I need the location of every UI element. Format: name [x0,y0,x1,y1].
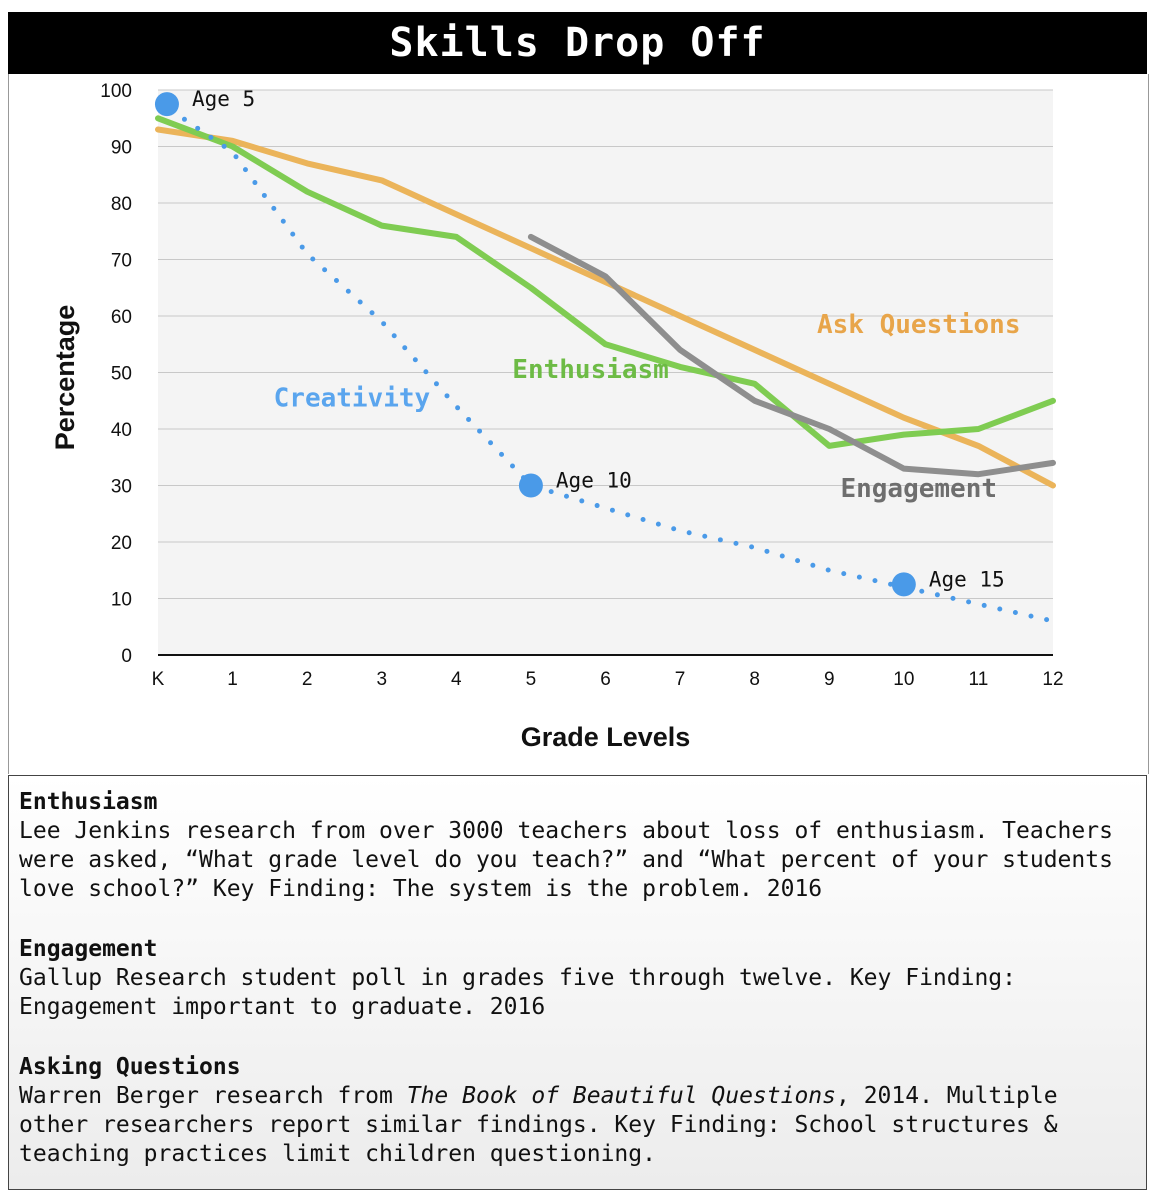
age-marker-label: Age 10 [555,468,632,493]
line-chart [8,74,1149,774]
note-heading: Enthusiasm [19,789,158,815]
age-marker [892,572,916,596]
x-tick-label: 7 [674,669,686,690]
notes-panel [8,775,1147,1190]
book-title: The Book of Beautiful Questions [406,1083,836,1109]
x-tick-label: 3 [376,669,388,690]
x-tick-label: 1 [227,669,238,690]
y-tick-label: 90 [110,137,132,159]
note-body: Gallup Research student poll in grades five through twelve. Key Finding: Engagement important to graduate. 2016 [19,965,1030,1020]
x-tick-label: 10 [893,669,915,690]
note-body-post: , 2014. Multiple other researchers report similar findings. Key Finding: School structures & teaching practices limit children questioning. [19,1083,1072,1167]
note-body-pre: Warren Berger research from [19,1083,407,1109]
series-label: Engagement [840,473,998,504]
y-tick-label: 10 [110,589,132,611]
note-heading: Engagement [19,936,158,962]
age-marker [155,92,179,116]
y-tick-label: 50 [110,363,132,385]
series-label: Creativity [273,383,431,414]
series-label: Ask Questions [817,309,1021,340]
series-label: Enthusiasm [512,355,669,386]
y-tick-label: 30 [110,476,132,498]
y-tick-label: 0 [121,646,132,667]
y-tick-label: 100 [100,81,132,102]
note-body: Lee Jenkins research from over 3000 teachers about loss of enthusiasm. Teachers were asked, “What grade level do you teach?” and “What percent of your students love school?” Key Finding: The system is the problem. 2016 [19,818,1127,902]
x-tick-label: 11 [968,669,989,690]
y-axis-title: Percentage [50,304,80,451]
page-title: Skills Drop Off [8,12,1147,74]
y-tick-label: 60 [110,307,132,328]
y-tick-label: 20 [110,533,132,554]
x-tick-label: 6 [600,669,611,690]
x-tick-label: 9 [823,669,835,690]
y-tick-label: 40 [110,420,132,441]
note-body [19,1082,1134,1169]
note-enthusiasm [19,788,1134,904]
x-tick-label: K [151,669,165,690]
x-tick-label: 12 [1042,669,1064,690]
y-tick-label: 70 [110,250,132,272]
age-marker-label: Age 15 [928,567,1005,592]
x-tick-label: 4 [451,669,462,690]
chart-svg [9,74,1148,774]
age-marker-label: Age 5 [191,87,256,112]
x-tick-label: 5 [525,669,537,690]
age-marker [519,474,543,498]
x-axis-title: Grade Levels [520,722,691,752]
note-heading: Asking Questions [19,1054,241,1080]
note-asking-questions [19,1053,1134,1169]
note-engagement [19,935,1134,1022]
x-tick-label: 8 [749,669,760,690]
x-tick-label: 2 [301,669,313,690]
y-tick-label: 80 [110,194,132,215]
